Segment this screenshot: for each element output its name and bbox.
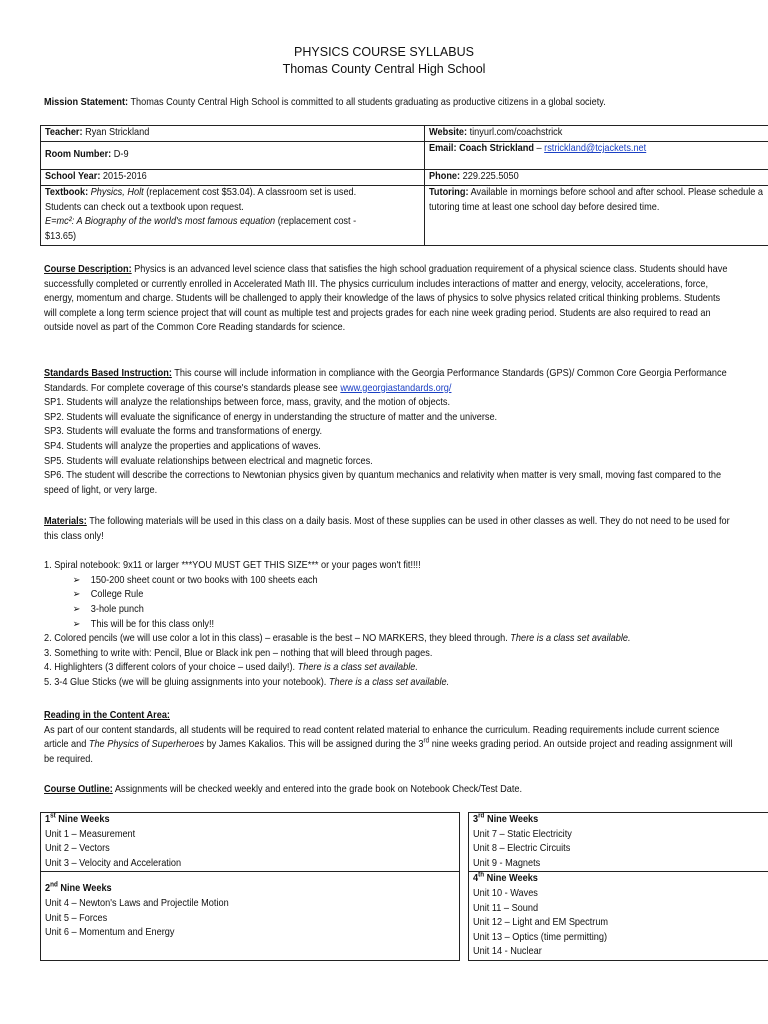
- year-cell: [41, 170, 425, 186]
- mission-statement: [44, 96, 746, 111]
- material-item-4-note: There is a class set available.: [297, 662, 418, 674]
- q2-label: Nine Weeks: [57, 883, 112, 895]
- second-nine-weeks-heading: [45, 882, 414, 897]
- website-value: tinyurl.com/coachstrick: [467, 127, 563, 138]
- course-description: [44, 263, 733, 336]
- reading-book-title: The Physics of Superheroes: [88, 739, 205, 751]
- textbook2-text: (replacement cost - $13.65): [45, 216, 357, 242]
- second-nine-weeks-cell: [41, 872, 460, 961]
- textbook-cell: [41, 186, 425, 246]
- material-item-3: 3. Something to write with: Pencil, Blue or Black ink pen – nothing that will bleed through pages.: [44, 647, 433, 659]
- email-label: Email: Coach Strickland: [429, 143, 534, 154]
- course-description-label: Course Description:: [44, 264, 132, 275]
- email-link[interactable]: rstrickland@tcjackets.net: [544, 143, 647, 154]
- reading-label: Reading in the Content Area:: [44, 710, 170, 721]
- course-outline-label: Course Outline:: [44, 784, 113, 795]
- document-title: PHYSICS COURSE SYLLABUS: [294, 45, 474, 59]
- material-item-5-note: There is a class set available.: [328, 676, 450, 688]
- q1-label: Nine Weeks: [55, 814, 110, 825]
- notebook-req-3: ➢ 3-hole punch: [44, 603, 733, 618]
- tutoring-text: Available in mornings before school and after school. Please schedule a tutoring time at least one school day before desired time.: [429, 187, 763, 213]
- material-item-2: [44, 632, 733, 647]
- standards-intro: [44, 367, 733, 396]
- email-cell: [425, 142, 768, 170]
- materials-intro: [44, 515, 733, 544]
- materials-section: [44, 515, 733, 691]
- tutoring-cell: [425, 186, 768, 246]
- q4-sup: th: [478, 871, 485, 879]
- year-label: School Year:: [45, 171, 101, 182]
- standards-section: [44, 367, 733, 498]
- textbook-title: Physics, Holt: [88, 187, 144, 198]
- email-dash: –: [533, 143, 545, 154]
- q1-num: 1: [45, 814, 51, 825]
- q2-num: 2: [45, 883, 51, 895]
- notebook-req-1: ➢ 150-200 sheet count or two books with 100 sheets each: [44, 574, 733, 589]
- unit-3: Unit 3 – Velocity and Acceleration: [45, 857, 182, 869]
- q3-num: 3: [473, 814, 479, 825]
- phone-value: 229.225.5050: [460, 171, 519, 182]
- first-nine-weeks-cell: [41, 813, 460, 872]
- unit-13: Unit 13 – Optics (time permitting): [473, 931, 608, 943]
- unit-5: Unit 5 – Forces: [45, 912, 108, 924]
- teacher-cell: [41, 126, 425, 142]
- course-outline-table: [40, 812, 768, 961]
- standard-sp6: SP6. The student will describe the corrections to Newtonian physics given by quantum mechanics and relativity when matter is very small, moving fast compared to the speed of light, or very large.: [44, 470, 722, 496]
- school-name: Thomas County Central High School: [282, 62, 486, 76]
- notebook-requirements: [44, 574, 733, 632]
- unit-8: Unit 8 – Electric Circuits: [473, 843, 571, 855]
- first-nine-weeks-heading: [45, 813, 414, 828]
- material-item-4: [44, 661, 733, 676]
- year-value: 2015-2016: [100, 171, 147, 182]
- unit-10: Unit 10 - Waves: [473, 887, 538, 899]
- unit-14: Unit 14 - Nuclear: [473, 946, 542, 958]
- unit-7: Unit 7 – Static Electricity: [473, 828, 572, 840]
- standards-link[interactable]: www.georgiastandards.org/: [340, 382, 452, 394]
- q4-label: Nine Weeks: [484, 873, 538, 885]
- q4-num: 4: [473, 873, 479, 885]
- standard-sp2: SP2. Students will evaluate the significance of energy in understanding the structure of matter and the universe.: [44, 411, 498, 423]
- material-item-2-text: 2. Colored pencils (we will use color a lot in this class) – erasable is the best – NO MARKERS, they bleed through.: [44, 633, 511, 645]
- course-description-text: Physics is an advanced level science class that satisfies the high school graduation requirement of a physical science class. Students should have successfully completed or currently enrolled in Accelerated Math III. The physics curriculum includes interactions of matter and energy, velocity, accelerations, force, energy, momentum and charge. Students will be challenged to apply their knowledge of the laws of physics to solve physics related critical thinking problems. Students will complete a long term science project that will count as multiple test and projects grades for each nine week grading period. Students are also required to read an outside novel as part of the Common Core Reading standards for science.: [44, 264, 728, 334]
- textbook-text: (replacement cost $53.04). A classroom set is used. Students can check out a textbook upon request.: [45, 187, 357, 213]
- phone-cell: [425, 170, 768, 186]
- unit-2: Unit 2 – Vectors: [45, 843, 110, 855]
- unit-4: Unit 4 – Newton's Laws and Projectile Motion: [45, 897, 229, 909]
- reading-text-3: nine weeks grading period. An outside project and reading assignment will be required.: [44, 739, 733, 765]
- materials-label: Materials:: [44, 516, 87, 527]
- materials-intro-text: The following materials will be used in this class on a daily basis. Most of these supplies can be used in other classes as well. They do not need to be used for this class only!: [44, 516, 730, 542]
- q3-label: Nine Weeks: [484, 814, 539, 825]
- unit-12: Unit 12 – Light and EM Spectrum: [473, 917, 609, 929]
- third-nine-weeks-heading: [473, 813, 768, 828]
- standard-sp1: SP1. Students will analyze the relationships between force, mass, gravity, and the motion of objects.: [44, 397, 451, 409]
- textbook2-title: E=mc²: A Biography of the world's most famous equation: [45, 216, 276, 228]
- unit-9: Unit 9 - Magnets: [473, 857, 541, 869]
- reading-text: [44, 724, 733, 768]
- notebook-req-4: ➢ This will be for this class only!!: [44, 618, 733, 633]
- q2-sup: nd: [50, 881, 58, 889]
- outline-spacer: [460, 813, 469, 961]
- q3-sup: rd: [478, 812, 485, 820]
- reading-section: [44, 709, 733, 767]
- mission-label: Mission Statement:: [44, 97, 129, 108]
- document-header: [0, 44, 768, 78]
- material-item-2-note: There is a class set available.: [510, 633, 631, 645]
- q1-sup: st: [50, 812, 56, 820]
- unit-6: Unit 6 – Momentum and Energy: [45, 927, 175, 939]
- teacher-label: Teacher:: [45, 127, 83, 138]
- teacher-value: Ryan Strickland: [82, 127, 150, 138]
- reading-text-2: by James Kakalios. This will be assigned during the 3: [204, 739, 424, 751]
- mission-text: Thomas County Central High School is committed to all students graduating as productive citizens in a global society.: [128, 97, 606, 108]
- notebook-req-2: ➢ College Rule: [44, 588, 733, 603]
- unit-1: Unit 1 – Measurement: [45, 828, 136, 840]
- phone-label: Phone:: [429, 171, 461, 182]
- unit-11: Unit 11 – Sound: [473, 902, 539, 914]
- tutoring-label: Tutoring:: [429, 187, 469, 198]
- material-item-1: 1. Spiral notebook: 9x11 or larger ***YOU MUST GET THIS SIZE*** or your pages won't fit!!!!: [44, 560, 421, 572]
- material-item-5-text: 5. 3-4 Glue Sticks (we will be gluing assignments into your notebook).: [44, 676, 329, 688]
- website-cell: [425, 126, 768, 142]
- standards-label: Standards Based Instruction:: [44, 368, 172, 379]
- room-value: D-9: [111, 149, 129, 161]
- reading-text-1: As part of our content standards, all students will be required to read content related material to enhance the curriculum. Reading requirements include current science article and: [44, 724, 720, 751]
- course-info-table: [40, 125, 768, 246]
- room-label: Room Number:: [45, 149, 112, 161]
- reading-sup: rd: [423, 737, 430, 745]
- standard-sp4: SP4. Students will analyze the properties and applications of waves.: [44, 440, 321, 452]
- room-cell: [41, 142, 425, 170]
- course-outline-text: Assignments will be checked weekly and entered into the grade book on Notebook Check/Test Date.: [112, 784, 523, 795]
- course-outline-intro: [44, 783, 733, 798]
- standard-sp5: SP5. Students will evaluate relationships between electrical and magnetic forces.: [44, 455, 373, 467]
- standards-intro-text: This course will include information in compliance with the Georgia Performance Standards (GPS)/ Common Core Georgia Performance Standards. For complete coverage of this course's standards please see: [44, 368, 727, 394]
- standard-sp3: SP3. Students will evaluate the forms and transformations of energy.: [44, 426, 323, 438]
- material-item-4-text: 4. Highlighters (3 different colors of your choice – used daily!).: [44, 662, 298, 674]
- fourth-nine-weeks-heading: [473, 872, 768, 887]
- third-nine-weeks-cell: [469, 813, 768, 872]
- material-item-5: [44, 676, 733, 691]
- fourth-nine-weeks-cell: [469, 872, 768, 961]
- website-label: Website:: [429, 127, 468, 138]
- textbook-label: Textbook:: [45, 187, 89, 198]
